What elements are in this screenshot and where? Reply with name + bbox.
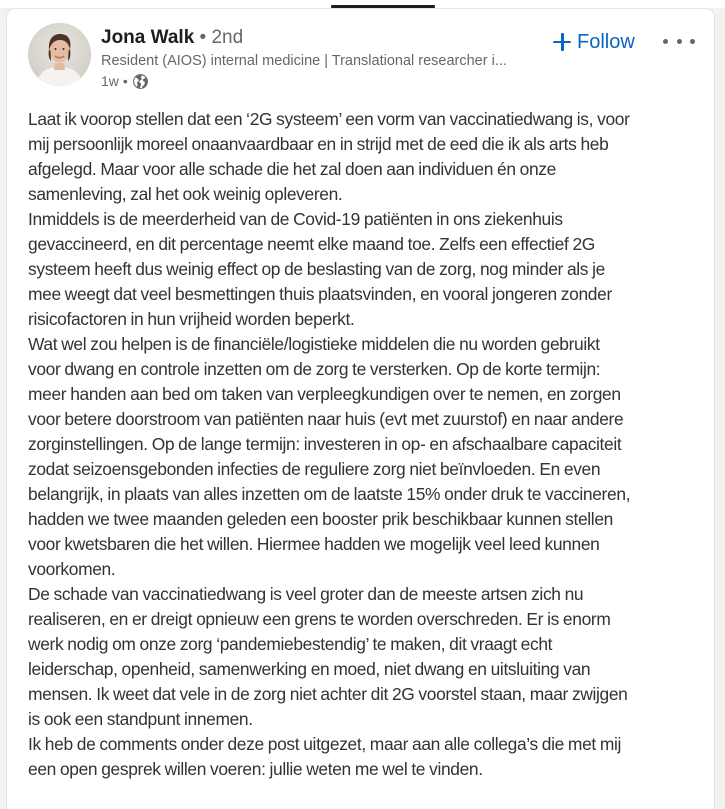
post-text-line: Ik heb de comments onder deze post uitgezet, maar aan alle collega’s die met mij (28, 734, 622, 754)
plus-icon (553, 33, 571, 51)
post-meta (101, 72, 149, 90)
post-text-line: leiderschap, openheid, samenwerking en moed, niet dwang en uitsluiting van (28, 659, 591, 679)
post-text-line: hadden we twee maanden geleden een booster prik beschikbaar kunnen stellen (28, 509, 613, 529)
author-avatar[interactable] (28, 23, 91, 86)
ellipsis-icon (677, 39, 682, 44)
post-text-line: afgelegd. Maar voor alle schade die het zal doen aan individuen én onze (28, 159, 556, 179)
connection-degree: 2nd (211, 27, 244, 48)
profile-photo-icon (28, 23, 91, 86)
post-text-line: samenleving, zal het ook weinig opleveren. (28, 184, 343, 204)
post-text-line: mensen. Ik weet dat vele in de zorg niet achter dit 2G voorstel staan, maar zwijgen (28, 684, 628, 704)
more-options-button[interactable] (663, 32, 695, 50)
post-text-line: zorginstellingen. Op de lange termijn: investeren in op- en afschaalbare capaciteit (28, 434, 622, 454)
post-text-line: is ook een standpunt innemen. (28, 709, 253, 729)
post-text-line: mij persoonlijk moreel onaanvaardbaar en in strijd met de eed die ik als arts heb (28, 134, 609, 154)
post-text-line: zodat seizoensgebonden infecties de reguliere zorg niet beïnvloeden. En even (28, 459, 601, 479)
ellipsis-icon (690, 39, 695, 44)
follow-label: Follow (577, 31, 635, 53)
post-text-line: meer handen aan bed om taken van verpleegkundigen over te nemen, en zorgen (28, 384, 621, 404)
globe-icon (132, 73, 149, 90)
author-headline[interactable]: Resident (AIOS) internal medicine | Translational researcher i... (101, 53, 507, 69)
post-text-line: Laat ik voorop stellen dat een ‘2G systeem’ een vorm van vaccinatiedwang is, voor (28, 109, 630, 129)
post-text-line: belangrijk, in plaats van alles inzetten om de laatste 15% onder druk te vaccineren, (28, 484, 631, 504)
post-text-line: mee weegt dat veel besmettingen thuis plaatsvinden, en vooral jongeren zonder (28, 284, 612, 304)
active-tab-indicator (331, 5, 435, 8)
follow-button[interactable] (553, 29, 635, 55)
post-text (28, 107, 706, 782)
post-text-line: risicofactoren in hun vrijheid worden beperkt. (28, 309, 355, 329)
post-text-line: Inmiddels is de meerderheid van de Covid-19 patiënten in ons ziekenhuis (28, 209, 563, 229)
post-text-line: gevaccineerd, en dit percentage neemt elke maand toe. Zelfs een effectief 2G (28, 234, 595, 254)
feed-post-card (7, 9, 714, 809)
ellipsis-icon (663, 39, 668, 44)
post-text-line: De schade van vaccinatiedwang is veel groter dan de meeste artsen zich nu (28, 584, 584, 604)
post-text-line: voor dwang en controle inzetten om de zorg te versterken. Op de korte termijn: (28, 359, 601, 379)
author-name-line (101, 26, 243, 50)
post-text-line: voor kwetsbaren die het willen. Hiermee hadden we mogelijk veel leed kunnen (28, 534, 600, 554)
meta-separator: • (122, 73, 128, 89)
post-text-line: voorkomen. (28, 559, 116, 579)
post-timestamp[interactable]: 1w (101, 73, 119, 89)
post-text-line: een open gesprek willen voeren: jullie weten me wel te vinden. (28, 759, 483, 779)
post-text-line: systeem heeft dus weinig effect op de beslasting van de zorg, nog minder als je (28, 259, 605, 279)
post-text-line: voor betere doorstroom van patiënten naar huis (evt met zuurstof) en naar andere (28, 409, 624, 429)
post-text-line: Wat wel zou helpen is de financiële/logistieke middelen die nu worden gebruikt (28, 334, 600, 354)
post-text-line: werk nodig om onze zorg ‘pandemiebestendig’ te maken, dit vraagt echt (28, 634, 553, 654)
post-text-line: realiseren, en er dreigt opnieuw een grens te worden overschreden. Er is enorm (28, 609, 611, 629)
author-name[interactable]: Jona Walk (101, 27, 195, 48)
name-separator: • (199, 27, 207, 48)
